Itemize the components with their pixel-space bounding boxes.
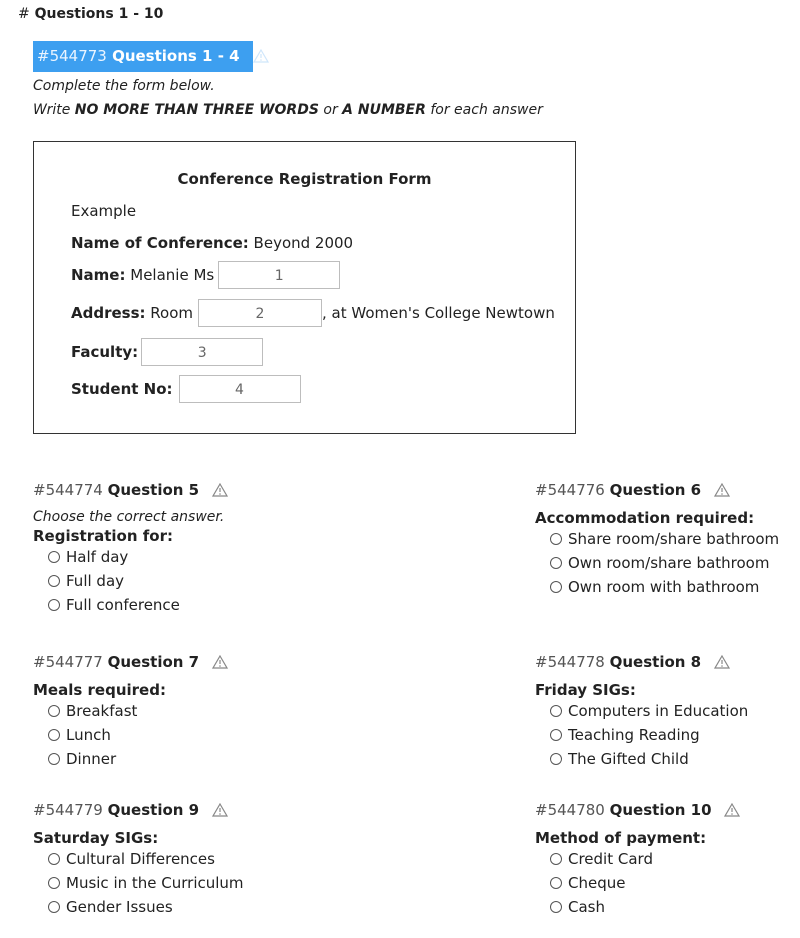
question-id: #544780 <box>535 801 605 819</box>
question-header <box>535 481 779 499</box>
question-title: Question 8 <box>609 653 702 671</box>
instruction-pre: Write <box>33 102 75 118</box>
option-label: The Gifted Child <box>568 750 689 768</box>
radio-icon[interactable] <box>550 581 562 593</box>
question-5 <box>33 481 228 617</box>
radio-icon[interactable] <box>48 853 60 865</box>
group-title: Questions 1 - 4 <box>112 47 240 65</box>
question-header <box>33 653 228 671</box>
warning-icon[interactable] <box>714 655 730 669</box>
question-id: #544776 <box>535 481 605 499</box>
radio-icon[interactable] <box>48 901 60 913</box>
question-header <box>33 481 228 499</box>
radio-icon[interactable] <box>48 599 60 611</box>
option-breakfast[interactable] <box>48 699 228 723</box>
question-header <box>535 653 748 671</box>
radio-icon[interactable] <box>48 729 60 741</box>
section-title <box>18 6 163 22</box>
question-10 <box>535 801 740 919</box>
student-label: Student No: <box>71 380 173 398</box>
radio-icon[interactable] <box>550 901 562 913</box>
answer-input-1[interactable]: 1 <box>218 261 340 289</box>
option-music[interactable] <box>48 871 244 895</box>
instruction-line-1: Complete the form below. <box>33 78 215 94</box>
radio-icon[interactable] <box>550 729 562 741</box>
warning-icon[interactable] <box>253 49 269 63</box>
example-label: Example <box>71 202 137 220</box>
question-title: Question 9 <box>107 801 200 819</box>
radio-icon[interactable] <box>48 877 60 889</box>
option-label: Share room/share bathroom <box>568 530 780 548</box>
radio-icon[interactable] <box>550 533 562 545</box>
option-cash[interactable] <box>550 895 740 919</box>
answer-input-4[interactable]: 4 <box>179 375 301 403</box>
option-label: Cultural Differences <box>66 850 215 868</box>
registration-form <box>33 141 576 434</box>
option-gender[interactable] <box>48 895 244 919</box>
name-row <box>71 261 340 289</box>
question-8 <box>535 653 748 771</box>
warning-icon[interactable] <box>212 803 228 817</box>
option-label: Dinner <box>66 750 117 768</box>
instruction-post: for each answer <box>425 102 543 118</box>
option-cheque[interactable] <box>550 871 740 895</box>
option-label: Music in the Curriculum <box>66 874 244 892</box>
radio-icon[interactable] <box>48 753 60 765</box>
name-label: Name: <box>71 266 126 284</box>
question-prompt: Saturday SIGs: <box>33 829 159 847</box>
option-gifted-child[interactable] <box>550 747 748 771</box>
option-teaching-reading[interactable] <box>550 723 748 747</box>
option-label: Full conference <box>66 596 180 614</box>
question-id: #544779 <box>33 801 103 819</box>
address-row <box>71 299 555 327</box>
address-label: Address: <box>71 304 146 322</box>
radio-icon[interactable] <box>48 551 60 563</box>
answer-input-2[interactable]: 2 <box>198 299 322 327</box>
question-6 <box>535 481 779 599</box>
option-label: Credit Card <box>568 850 653 868</box>
warning-icon[interactable] <box>714 483 730 497</box>
radio-icon[interactable] <box>550 853 562 865</box>
option-computers[interactable] <box>550 699 748 723</box>
radio-icon[interactable] <box>550 753 562 765</box>
question-prompt: Registration for: <box>33 527 173 545</box>
instruction-bold-1: NO MORE THAN THREE WORDS <box>74 102 319 118</box>
group-header[interactable] <box>33 41 253 72</box>
address-value: Room <box>150 304 194 322</box>
option-lunch[interactable] <box>48 723 228 747</box>
name-value: Melanie Ms <box>130 266 215 284</box>
warning-icon[interactable] <box>724 803 740 817</box>
instruction-mid: or <box>318 102 343 118</box>
question-instruction: Choose the correct answer. <box>33 509 225 525</box>
question-title: Question 7 <box>107 653 200 671</box>
answer-input-3[interactable]: 3 <box>141 338 263 366</box>
radio-icon[interactable] <box>48 705 60 717</box>
option-label: Half day <box>66 548 129 566</box>
faculty-row <box>71 338 263 366</box>
option-dinner[interactable] <box>48 747 228 771</box>
question-9 <box>33 801 244 919</box>
conference-row <box>71 234 353 252</box>
question-prompt: Meals required: <box>33 681 166 699</box>
question-7 <box>33 653 228 771</box>
option-label: Computers in Education <box>568 702 749 720</box>
radio-icon[interactable] <box>550 705 562 717</box>
option-own-room-share[interactable] <box>550 551 779 575</box>
option-label: Own room/share bathroom <box>568 554 770 572</box>
question-id: #544777 <box>33 653 103 671</box>
question-title: Question 10 <box>609 801 712 819</box>
student-row <box>71 375 301 403</box>
option-full-conference[interactable] <box>48 593 228 617</box>
option-share-room[interactable] <box>550 527 779 551</box>
instruction-bold-2: A NUMBER <box>342 102 426 118</box>
option-label: Cash <box>568 898 605 916</box>
question-id: #544778 <box>535 653 605 671</box>
option-label: Cheque <box>568 874 626 892</box>
warning-icon[interactable] <box>212 483 228 497</box>
option-full-day[interactable] <box>48 569 228 593</box>
option-half-day[interactable] <box>48 545 228 569</box>
warning-icon[interactable] <box>212 655 228 669</box>
form-title: Conference Registration Form <box>177 170 432 188</box>
question-title: Question 6 <box>609 481 702 499</box>
option-label: Gender Issues <box>66 898 173 916</box>
question-prompt: Friday SIGs: <box>535 681 636 699</box>
faculty-label: Faculty: <box>71 343 139 361</box>
question-id: #544774 <box>33 481 103 499</box>
option-label: Own room with bathroom <box>568 578 760 596</box>
group-id: #544773 <box>37 47 107 65</box>
option-label: Teaching Reading <box>568 726 700 744</box>
conference-value: Beyond 2000 <box>253 234 354 252</box>
radio-icon[interactable] <box>550 557 562 569</box>
instruction-line-2 <box>33 102 543 118</box>
option-label: Breakfast <box>66 702 138 720</box>
question-header <box>33 801 244 819</box>
section-hash: # <box>18 6 30 22</box>
radio-icon[interactable] <box>48 575 60 587</box>
option-own-room-bath[interactable] <box>550 575 779 599</box>
radio-icon[interactable] <box>550 877 562 889</box>
question-prompt: Method of payment: <box>535 829 707 847</box>
question-prompt: Accommodation required: <box>535 509 755 527</box>
option-label: Lunch <box>66 726 111 744</box>
option-credit-card[interactable] <box>550 847 740 871</box>
address-suffix: , at Women's College Newtown <box>322 304 555 322</box>
option-label: Full day <box>66 572 125 590</box>
question-header <box>535 801 740 819</box>
conference-label: Name of Conference: <box>71 234 249 252</box>
section-title-text: Questions 1 - 10 <box>34 6 164 22</box>
question-title: Question 5 <box>107 481 200 499</box>
option-cultural[interactable] <box>48 847 244 871</box>
